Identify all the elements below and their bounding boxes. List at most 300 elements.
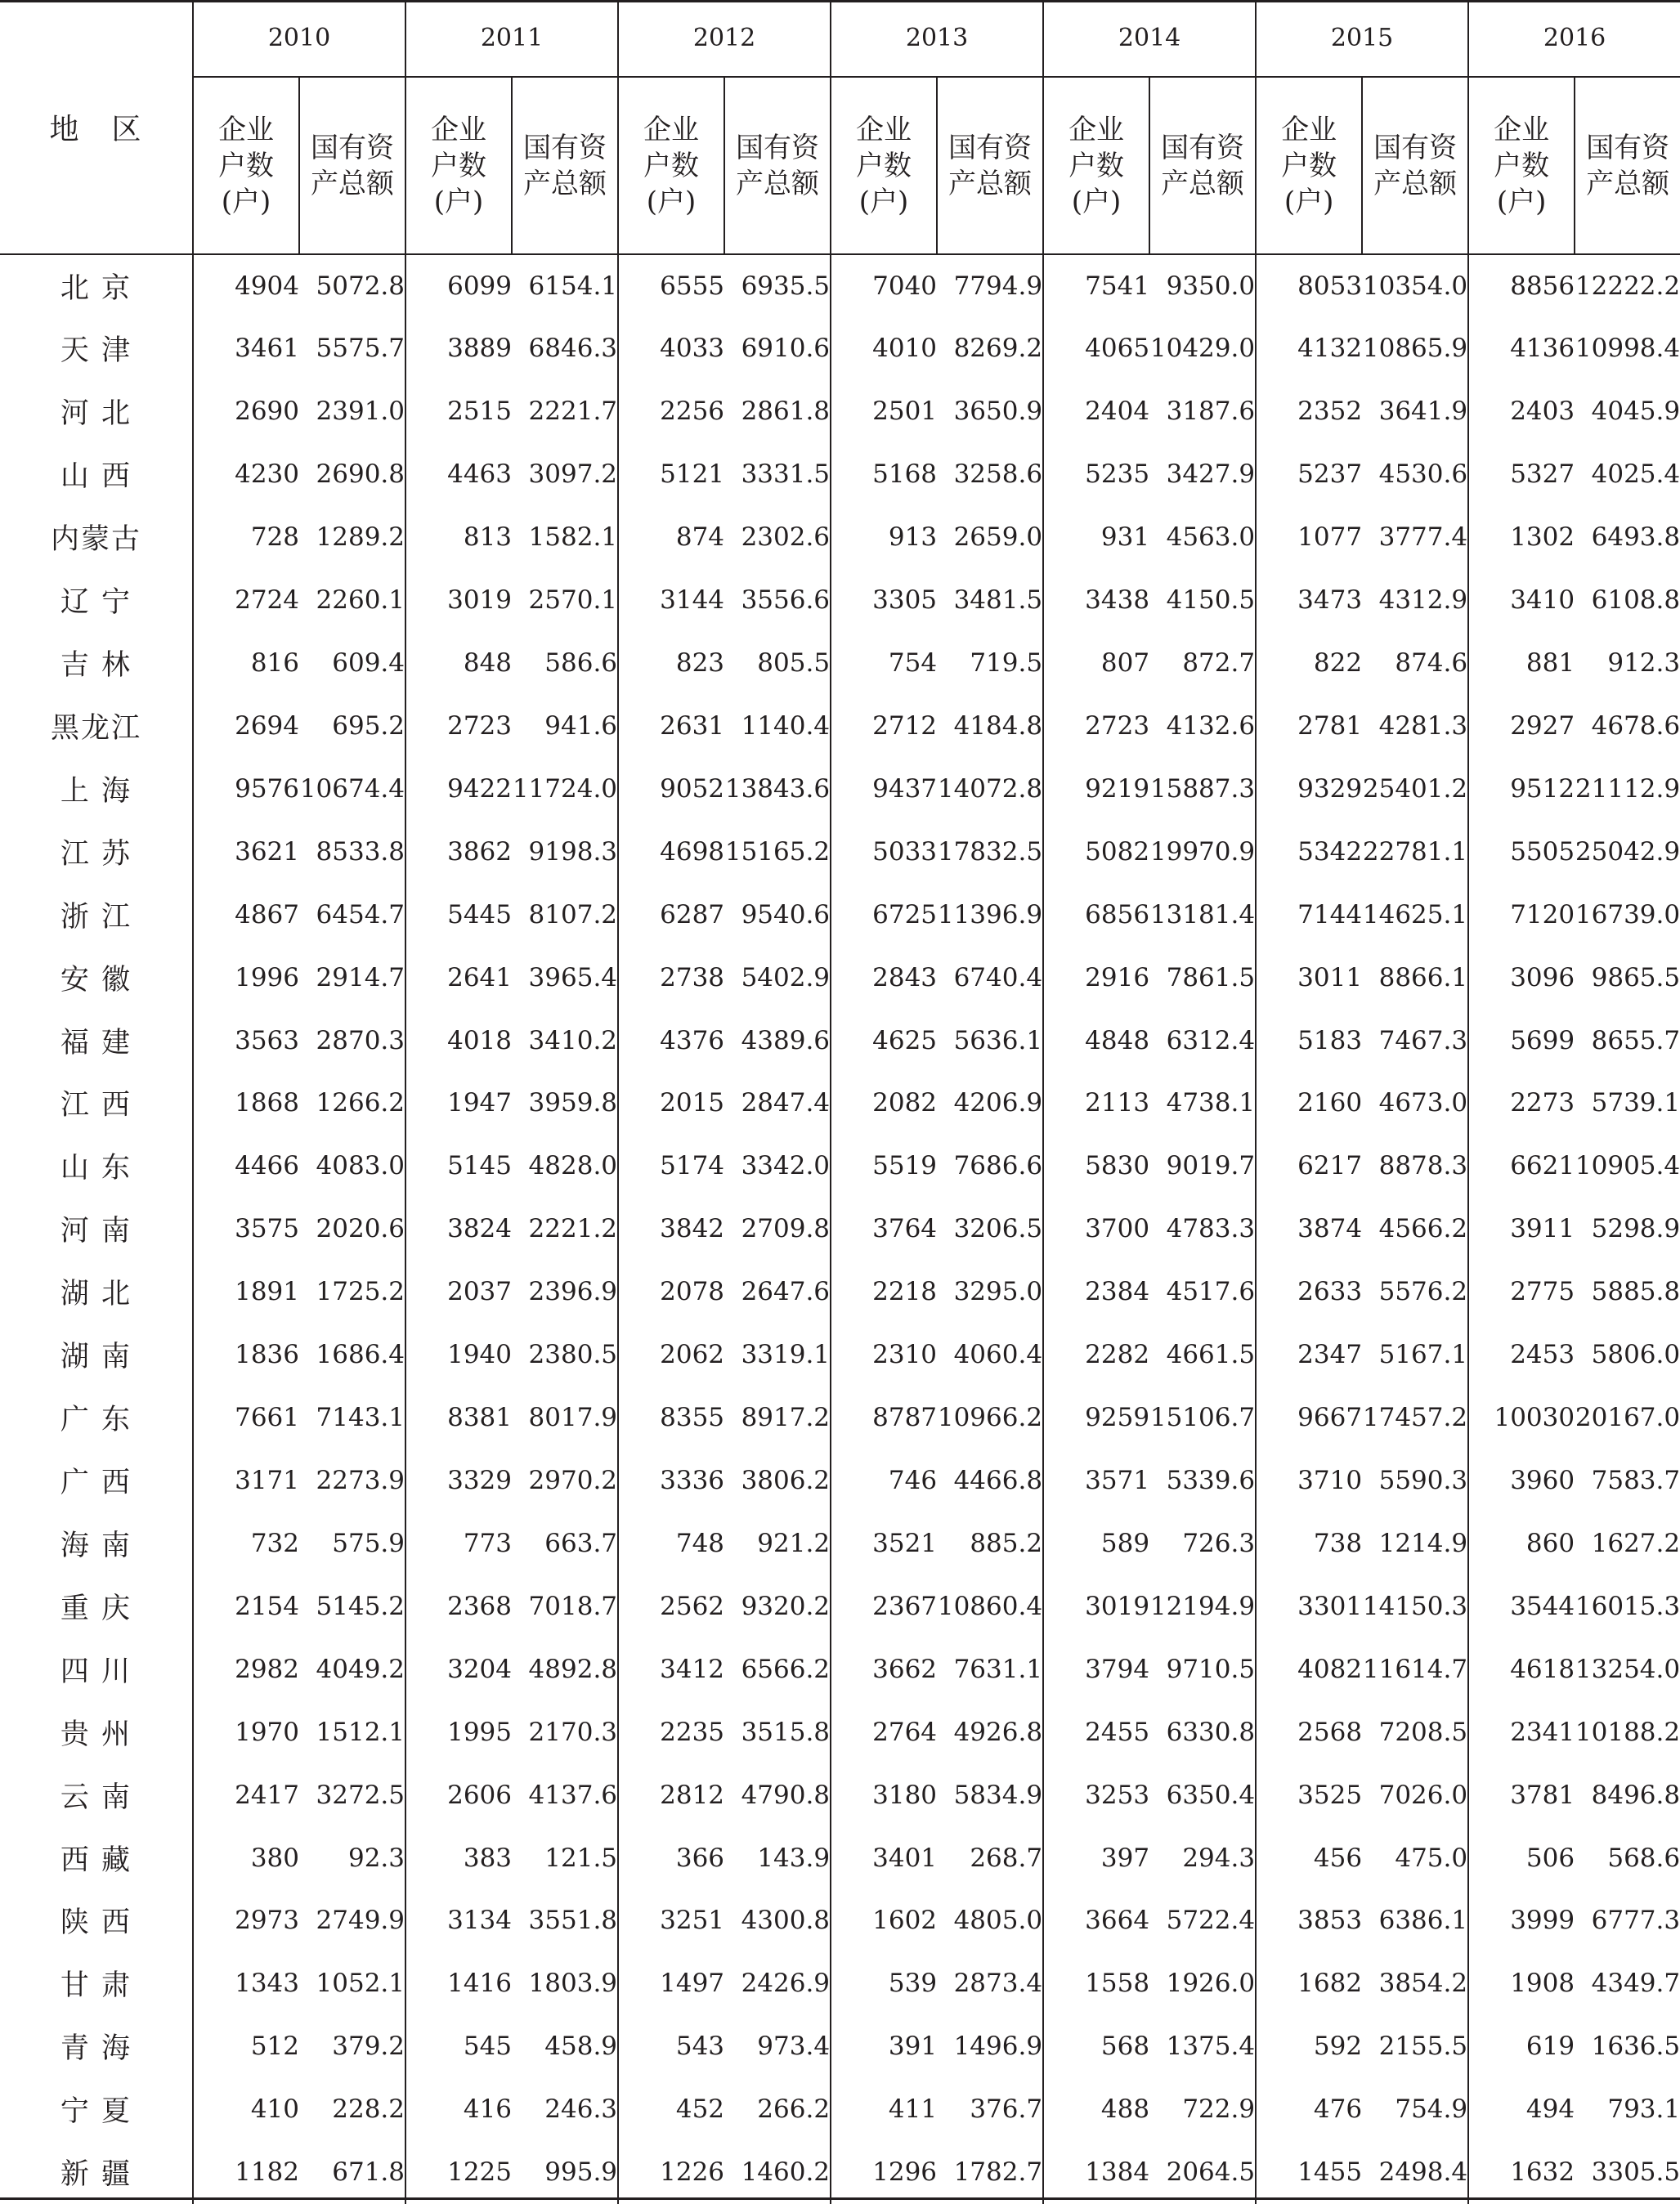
firms-count-cell: 8787 bbox=[831, 1386, 937, 1449]
state-assets-cell: 22781.1 bbox=[1362, 836, 1468, 867]
state-assets-header bbox=[512, 77, 618, 254]
state-assets-cell: 2396.9 bbox=[528, 1277, 618, 1307]
state-assets-cell: 6740.4 bbox=[953, 962, 1043, 992]
table-row bbox=[0, 1763, 1680, 1826]
firms-count-cell: 589 bbox=[1043, 1512, 1149, 1575]
state-assets-cell: 7143.1 bbox=[316, 1403, 405, 1433]
firms-count-cell: 543 bbox=[618, 2015, 724, 2078]
firms-count-cell: 3889 bbox=[405, 317, 512, 380]
firms-count-cell: 3011 bbox=[1256, 946, 1362, 1009]
state-assets-cell: 4137.6 bbox=[528, 1780, 618, 1810]
table-row bbox=[0, 380, 1680, 443]
state-assets-cell: 719.5 bbox=[970, 647, 1043, 678]
state-assets-cell: 15165.2 bbox=[724, 836, 831, 867]
firms-header-line: 户数 bbox=[856, 149, 912, 182]
state-assets-cell: 4349.7 bbox=[1591, 1969, 1680, 1999]
state-assets-cell: 11724.0 bbox=[512, 773, 618, 804]
state-assets-cell: 9540.6 bbox=[741, 899, 831, 930]
firms-count-cell: 2781 bbox=[1256, 694, 1362, 757]
firms-header-line: 企业 bbox=[856, 113, 912, 146]
table-row bbox=[0, 757, 1680, 820]
firms-count-cell: 9052 bbox=[618, 757, 724, 820]
state-assets-cell: 8655.7 bbox=[1591, 1025, 1680, 1055]
firms-count-cell: 3305 bbox=[831, 569, 937, 632]
state-assets-cell: 5072.8 bbox=[316, 271, 405, 301]
firms-count-cell: 5145 bbox=[405, 1135, 512, 1198]
firms-header-line: 户数 bbox=[643, 149, 700, 182]
table-row bbox=[0, 1637, 1680, 1700]
state-assets-cell: 9320.2 bbox=[741, 1591, 831, 1621]
state-assets-cell: 25401.2 bbox=[1362, 773, 1468, 804]
state-assets-cell: 14625.1 bbox=[1362, 899, 1468, 930]
state-assets-cell: 266.2 bbox=[757, 2094, 831, 2125]
state-assets-cell: 6154.1 bbox=[528, 271, 618, 301]
state-assets-cell: 3806.2 bbox=[741, 1465, 831, 1495]
state-assets-cell: 2570.1 bbox=[528, 585, 618, 616]
firms-count-cell: 4033 bbox=[618, 317, 724, 380]
state-assets-cell: 3854.2 bbox=[1378, 1969, 1468, 1999]
table-row bbox=[0, 254, 1680, 317]
firms-count-cell: 4904 bbox=[193, 254, 299, 317]
firms-count-cell: 2775 bbox=[1468, 1261, 1575, 1324]
firms-count-cell: 813 bbox=[405, 506, 512, 569]
region-name: 辽 宁 bbox=[60, 586, 132, 620]
state-assets-cell: 5576.2 bbox=[1378, 1277, 1468, 1307]
firms-header-line: 企业 bbox=[643, 113, 700, 146]
state-assets-cell: 3556.6 bbox=[741, 585, 831, 616]
state-assets-header bbox=[937, 77, 1043, 254]
firms-count-cell: 3874 bbox=[1256, 1198, 1362, 1261]
firms-count-header bbox=[193, 77, 299, 254]
firms-count-cell: 2037 bbox=[405, 1261, 512, 1324]
region-name: 黑龙江 bbox=[50, 711, 141, 745]
state-assets-cell: 6493.8 bbox=[1591, 522, 1680, 553]
firms-count-cell: 3019 bbox=[1043, 1575, 1149, 1637]
assets-header-line: 产总额 bbox=[736, 167, 820, 200]
state-assets-cell: 16739.0 bbox=[1575, 899, 1680, 930]
region-name: 重 庆 bbox=[60, 1592, 132, 1625]
firms-count-cell: 3521 bbox=[831, 1512, 937, 1575]
firms-count-cell: 3438 bbox=[1043, 569, 1149, 632]
state-assets-cell: 2221.2 bbox=[528, 1214, 618, 1244]
state-assets-cell: 8107.2 bbox=[528, 899, 618, 930]
assets-header-line: 国有资 bbox=[1586, 131, 1670, 164]
firms-count-cell: 1558 bbox=[1043, 1952, 1149, 2015]
firms-count-cell: 3204 bbox=[405, 1637, 512, 1700]
firms-count-cell: 2764 bbox=[831, 1700, 937, 1763]
firms-count-cell: 1455 bbox=[1256, 2141, 1362, 2204]
firms-count-cell: 754 bbox=[831, 632, 937, 695]
state-assets-cell: 3410.2 bbox=[528, 1025, 618, 1055]
firms-header-line: (户) bbox=[221, 185, 271, 218]
state-assets-cell: 9350.0 bbox=[1166, 271, 1256, 301]
firms-count-cell: 619 bbox=[1468, 2015, 1575, 2078]
region-name: 海 南 bbox=[60, 1529, 132, 1562]
firms-count-cell: 2403 bbox=[1468, 380, 1575, 443]
firms-count-cell: 410 bbox=[193, 2078, 299, 2141]
firms-count-cell: 1296 bbox=[831, 2141, 937, 2204]
state-assets-header bbox=[1362, 77, 1468, 254]
state-assets-cell: 5339.6 bbox=[1166, 1465, 1256, 1495]
firms-count-cell: 1868 bbox=[193, 1072, 299, 1135]
firms-count-cell: 6621 bbox=[1468, 1135, 1575, 1198]
table-row bbox=[0, 820, 1680, 883]
region-name: 吉 林 bbox=[60, 648, 132, 682]
state-assets-cell: 4206.9 bbox=[953, 1088, 1043, 1118]
state-assets-cell: 7794.9 bbox=[953, 271, 1043, 301]
firms-count-header bbox=[405, 77, 512, 254]
firms-count-cell: 4018 bbox=[405, 1009, 512, 1072]
firms-count-cell: 2515 bbox=[405, 380, 512, 443]
year-header: 2016 bbox=[1468, 0, 1680, 77]
state-assets-cell: 2273.9 bbox=[316, 1465, 405, 1495]
state-assets-cell: 10905.4 bbox=[1575, 1151, 1680, 1181]
firms-count-cell: 3571 bbox=[1043, 1449, 1149, 1512]
firms-count-cell: 6555 bbox=[618, 254, 724, 317]
region-name: 陕 西 bbox=[60, 1906, 132, 1940]
state-assets-cell: 4150.5 bbox=[1166, 585, 1256, 616]
state-assets-cell: 4566.2 bbox=[1378, 1214, 1468, 1244]
firms-count-cell: 9576 bbox=[193, 757, 299, 820]
state-assets-cell: 19970.9 bbox=[1149, 836, 1256, 867]
firms-count-cell: 2455 bbox=[1043, 1700, 1149, 1763]
firms-count-cell: 3253 bbox=[1043, 1763, 1149, 1826]
firms-count-header bbox=[1468, 77, 1575, 254]
state-assets-cell: 4926.8 bbox=[953, 1717, 1043, 1747]
firms-count-cell: 488 bbox=[1043, 2078, 1149, 2141]
firms-count-cell: 8381 bbox=[405, 1386, 512, 1449]
state-assets-cell: 3427.9 bbox=[1166, 459, 1256, 490]
state-assets-cell: 121.5 bbox=[544, 1843, 618, 1873]
state-assets-cell: 2970.2 bbox=[528, 1465, 618, 1495]
state-assets-cell: 4389.6 bbox=[741, 1025, 831, 1055]
state-assets-cell: 10865.9 bbox=[1362, 334, 1468, 364]
firms-count-cell: 2273 bbox=[1468, 1072, 1575, 1135]
region-name: 广 东 bbox=[60, 1404, 132, 1437]
firms-count-cell: 913 bbox=[831, 506, 937, 569]
firms-count-cell: 5342 bbox=[1256, 820, 1362, 883]
state-assets-cell: 14072.8 bbox=[937, 773, 1043, 804]
firms-count-cell: 2606 bbox=[405, 1763, 512, 1826]
region-name: 山 东 bbox=[60, 1152, 132, 1185]
firms-count-cell: 3096 bbox=[1468, 946, 1575, 1009]
state-assets-cell: 3187.6 bbox=[1166, 396, 1256, 427]
firms-count-cell: 2916 bbox=[1043, 946, 1149, 1009]
state-assets-cell: 2020.6 bbox=[316, 1214, 405, 1244]
state-assets-cell: 4530.6 bbox=[1378, 459, 1468, 490]
state-assets-cell: 1140.4 bbox=[741, 710, 831, 741]
firms-count-cell: 3180 bbox=[831, 1763, 937, 1826]
state-assets-header bbox=[1149, 77, 1256, 254]
firms-count-cell: 397 bbox=[1043, 1826, 1149, 1889]
table-row bbox=[0, 694, 1680, 757]
firms-count-cell: 2927 bbox=[1468, 694, 1575, 757]
firms-count-cell: 5082 bbox=[1043, 820, 1149, 883]
state-assets-cell: 15887.3 bbox=[1149, 773, 1256, 804]
state-assets-cell: 7026.0 bbox=[1378, 1780, 1468, 1810]
firms-count-cell: 2641 bbox=[405, 946, 512, 1009]
table-row bbox=[0, 1889, 1680, 1952]
firms-count-cell: 4698 bbox=[618, 820, 724, 883]
firms-count-cell: 2341 bbox=[1468, 1700, 1575, 1763]
firms-count-cell: 4065 bbox=[1043, 317, 1149, 380]
state-assets-cell: 1636.5 bbox=[1591, 2032, 1680, 2062]
state-assets-cell: 4049.2 bbox=[316, 1654, 405, 1684]
state-assets-cell: 1686.4 bbox=[316, 1340, 405, 1370]
firms-count-cell: 5505 bbox=[1468, 820, 1575, 883]
firms-count-cell: 4466 bbox=[193, 1135, 299, 1198]
state-assets-cell: 10998.4 bbox=[1575, 334, 1680, 364]
state-assets-cell: 475.0 bbox=[1395, 1843, 1468, 1873]
table-row bbox=[0, 1009, 1680, 1072]
firms-count-cell: 3853 bbox=[1256, 1889, 1362, 1952]
state-assets-cell: 1627.2 bbox=[1591, 1528, 1680, 1558]
state-assets-cell: 805.5 bbox=[757, 647, 831, 678]
state-assets-cell: 268.7 bbox=[970, 1843, 1043, 1873]
firms-header-line: 企业 bbox=[1281, 113, 1337, 146]
state-assets-cell: 16015.3 bbox=[1575, 1591, 1680, 1621]
year-header: 2012 bbox=[618, 0, 831, 77]
firms-count-cell: 5519 bbox=[831, 1135, 937, 1198]
state-assets-cell: 3515.8 bbox=[741, 1717, 831, 1747]
state-assets-cell: 3097.2 bbox=[528, 459, 618, 490]
firms-count-cell: 5183 bbox=[1256, 1009, 1362, 1072]
firms-count-cell: 8355 bbox=[618, 1386, 724, 1449]
state-assets-cell: 4466.8 bbox=[953, 1465, 1043, 1495]
firms-count-cell: 4230 bbox=[193, 443, 299, 506]
state-assets-cell: 458.9 bbox=[544, 2032, 618, 2062]
state-assets-cell: 586.6 bbox=[544, 647, 618, 678]
state-assets-cell: 3272.5 bbox=[316, 1780, 405, 1810]
firms-count-cell: 5033 bbox=[831, 820, 937, 883]
firms-count-cell: 2256 bbox=[618, 380, 724, 443]
year-header: 2013 bbox=[831, 0, 1043, 77]
state-assets-cell: 20167.0 bbox=[1575, 1403, 1680, 1433]
firms-count-cell: 3794 bbox=[1043, 1637, 1149, 1700]
table-row bbox=[0, 632, 1680, 695]
state-assets-cell: 1460.2 bbox=[741, 2157, 831, 2188]
state-assets-cell: 4517.6 bbox=[1166, 1277, 1256, 1307]
firms-count-cell: 5174 bbox=[618, 1135, 724, 1198]
state-assets-header bbox=[1575, 77, 1680, 254]
firms-count-cell: 6856 bbox=[1043, 883, 1149, 946]
region-name: 贵 州 bbox=[60, 1718, 132, 1751]
state-assets-cell: 7631.1 bbox=[953, 1654, 1043, 1684]
firms-count-header bbox=[1043, 77, 1149, 254]
state-assets-cell: 4678.6 bbox=[1591, 710, 1680, 741]
state-assets-cell: 10674.4 bbox=[299, 773, 405, 804]
state-assets-cell: 5575.7 bbox=[316, 334, 405, 364]
state-assets-cell: 5590.3 bbox=[1378, 1465, 1468, 1495]
state-assets-cell: 6454.7 bbox=[316, 899, 405, 930]
state-assets-cell: 8269.2 bbox=[953, 334, 1043, 364]
firms-count-cell: 456 bbox=[1256, 1826, 1362, 1889]
firms-count-cell: 9422 bbox=[405, 757, 512, 820]
state-assets-cell: 2659.0 bbox=[953, 522, 1043, 553]
firms-count-cell: 7144 bbox=[1256, 883, 1362, 946]
state-assets-cell: 2873.4 bbox=[953, 1969, 1043, 1999]
state-assets-cell: 4828.0 bbox=[528, 1151, 618, 1181]
state-assets-cell: 609.4 bbox=[332, 647, 405, 678]
firms-count-cell: 2078 bbox=[618, 1261, 724, 1324]
state-assets-cell: 6935.5 bbox=[741, 271, 831, 301]
state-assets-cell: 4783.3 bbox=[1166, 1214, 1256, 1244]
table-row bbox=[0, 569, 1680, 632]
assets-header-line: 国有资 bbox=[1373, 131, 1458, 164]
firms-count-cell: 874 bbox=[618, 506, 724, 569]
state-assets-cell: 4805.0 bbox=[953, 1906, 1043, 1936]
firms-count-cell: 1908 bbox=[1468, 1952, 1575, 2015]
table-row bbox=[0, 1386, 1680, 1449]
state-assets-cell: 575.9 bbox=[332, 1528, 405, 1558]
firms-header-line: (户) bbox=[1496, 185, 1547, 218]
firms-count-cell: 2501 bbox=[831, 380, 937, 443]
firms-count-cell: 2562 bbox=[618, 1575, 724, 1637]
state-assets-cell: 1289.2 bbox=[316, 522, 405, 553]
state-assets-cell: 2221.7 bbox=[528, 396, 618, 427]
table-row bbox=[0, 443, 1680, 506]
firms-count-cell: 1836 bbox=[193, 1324, 299, 1386]
table-row bbox=[0, 1135, 1680, 1198]
state-assets-cell: 6108.8 bbox=[1591, 585, 1680, 616]
firms-count-cell: 2973 bbox=[193, 1889, 299, 1952]
firms-count-cell: 2310 bbox=[831, 1324, 937, 1386]
state-assets-cell: 7467.3 bbox=[1378, 1025, 1468, 1055]
firms-count-cell: 3824 bbox=[405, 1198, 512, 1261]
state-assets-cell: 3342.0 bbox=[741, 1151, 831, 1181]
state-assets-cell: 5722.4 bbox=[1166, 1906, 1256, 1936]
state-assets-cell: 5834.9 bbox=[953, 1780, 1043, 1810]
firms-count-cell: 2633 bbox=[1256, 1261, 1362, 1324]
region-name: 河 北 bbox=[60, 397, 132, 431]
state-assets-cell: 10860.4 bbox=[937, 1591, 1043, 1621]
firms-count-cell: 3621 bbox=[193, 820, 299, 883]
state-assets-cell: 3331.5 bbox=[741, 459, 831, 490]
state-assets-cell: 4563.0 bbox=[1166, 522, 1256, 553]
state-assets-cell: 5145.2 bbox=[316, 1591, 405, 1621]
state-assets-cell: 5636.1 bbox=[953, 1025, 1043, 1055]
firms-count-cell: 2694 bbox=[193, 694, 299, 757]
firms-count-cell: 2712 bbox=[831, 694, 937, 757]
firms-count-cell: 2723 bbox=[405, 694, 512, 757]
firms-count-cell: 9259 bbox=[1043, 1386, 1149, 1449]
table-row bbox=[0, 1198, 1680, 1261]
state-assets-cell: 793.1 bbox=[1607, 2094, 1680, 2125]
year-header-row bbox=[0, 0, 1680, 77]
region-name: 云 南 bbox=[60, 1781, 132, 1814]
state-assets-cell: 92.3 bbox=[347, 1843, 405, 1873]
state-assets-cell: 3258.6 bbox=[953, 459, 1043, 490]
state-assets-cell: 143.9 bbox=[757, 1843, 831, 1873]
region-name: 宁 夏 bbox=[60, 2095, 132, 2129]
table-body bbox=[0, 254, 1680, 2204]
firms-count-cell: 1940 bbox=[405, 1324, 512, 1386]
state-assets-cell: 11614.7 bbox=[1362, 1654, 1468, 1684]
state-assets-cell: 5806.0 bbox=[1591, 1340, 1680, 1370]
state-assets-cell: 3965.4 bbox=[528, 962, 618, 992]
firms-count-cell: 3473 bbox=[1256, 569, 1362, 632]
firms-count-header bbox=[831, 77, 937, 254]
region-name: 广 西 bbox=[60, 1466, 132, 1499]
firms-count-cell: 366 bbox=[618, 1826, 724, 1889]
firms-count-cell: 2282 bbox=[1043, 1324, 1149, 1386]
firms-count-cell: 9329 bbox=[1256, 757, 1362, 820]
state-assets-cell: 6312.4 bbox=[1166, 1025, 1256, 1055]
state-assets-cell: 4083.0 bbox=[316, 1151, 405, 1181]
firms-count-cell: 2724 bbox=[193, 569, 299, 632]
firms-count-cell: 3336 bbox=[618, 1449, 724, 1512]
firms-count-cell: 9219 bbox=[1043, 757, 1149, 820]
firms-count-cell: 568 bbox=[1043, 2015, 1149, 2078]
firms-count-cell: 6287 bbox=[618, 883, 724, 946]
state-assets-cell: 3650.9 bbox=[953, 396, 1043, 427]
table-row bbox=[0, 506, 1680, 569]
region-name: 新 疆 bbox=[60, 2158, 132, 2192]
state-assets-cell: 2302.6 bbox=[741, 522, 831, 553]
firms-count-cell: 931 bbox=[1043, 506, 1149, 569]
state-assets-cell: 2861.8 bbox=[741, 396, 831, 427]
firms-count-cell: 7040 bbox=[831, 254, 937, 317]
firms-count-cell: 2015 bbox=[618, 1072, 724, 1135]
year-header: 2010 bbox=[193, 0, 405, 77]
firms-count-cell: 512 bbox=[193, 2015, 299, 2078]
firms-count-cell: 2113 bbox=[1043, 1072, 1149, 1135]
state-assets-cell: 8878.3 bbox=[1378, 1151, 1468, 1181]
state-assets-cell: 379.2 bbox=[332, 2032, 405, 2062]
table-row bbox=[0, 1261, 1680, 1324]
state-assets-cell: 3777.4 bbox=[1378, 522, 1468, 553]
state-assets-cell: 1725.2 bbox=[316, 1277, 405, 1307]
state-assets-cell: 3481.5 bbox=[953, 585, 1043, 616]
firms-count-cell: 7120 bbox=[1468, 883, 1575, 946]
region-name: 福 建 bbox=[60, 1026, 132, 1059]
firms-count-cell: 452 bbox=[618, 2078, 724, 2141]
state-assets-cell: 3319.1 bbox=[741, 1340, 831, 1370]
state-assets-cell: 4738.1 bbox=[1166, 1088, 1256, 1118]
state-assets-cell: 2380.5 bbox=[528, 1340, 618, 1370]
firms-count-cell: 476 bbox=[1256, 2078, 1362, 2141]
firms-header-line: (户) bbox=[858, 185, 909, 218]
state-assets-cell: 2749.9 bbox=[316, 1906, 405, 1936]
firms-count-cell: 8856 bbox=[1468, 254, 1575, 317]
firms-count-cell: 4132 bbox=[1256, 317, 1362, 380]
region-name: 江 西 bbox=[60, 1089, 132, 1122]
firms-count-cell: 3999 bbox=[1468, 1889, 1575, 1952]
table-row bbox=[0, 1826, 1680, 1889]
state-assets-cell: 2391.0 bbox=[316, 396, 405, 427]
firms-count-cell: 2082 bbox=[831, 1072, 937, 1135]
firms-count-cell: 2568 bbox=[1256, 1700, 1362, 1763]
assets-header-line: 国有资 bbox=[736, 131, 820, 164]
state-assets-cell: 4790.8 bbox=[741, 1780, 831, 1810]
state-assets-cell: 6566.2 bbox=[741, 1654, 831, 1684]
firms-count-cell: 1602 bbox=[831, 1889, 937, 1952]
firms-count-cell: 7661 bbox=[193, 1386, 299, 1449]
firms-count-cell: 4848 bbox=[1043, 1009, 1149, 1072]
state-assets-cell: 3551.8 bbox=[528, 1906, 618, 1936]
firms-count-cell: 860 bbox=[1468, 1512, 1575, 1575]
firms-header-line: 户数 bbox=[218, 149, 274, 182]
firms-count-cell: 2352 bbox=[1256, 380, 1362, 443]
state-assets-cell: 2155.5 bbox=[1378, 2032, 1468, 2062]
firms-header-line: 户数 bbox=[1494, 149, 1550, 182]
region-name: 上 海 bbox=[60, 774, 132, 808]
state-assets-cell: 246.3 bbox=[544, 2094, 618, 2125]
firms-count-cell: 539 bbox=[831, 1952, 937, 2015]
state-assets-cell: 5167.1 bbox=[1378, 1340, 1468, 1370]
firms-count-cell: 2404 bbox=[1043, 380, 1149, 443]
state-assets-cell: 1512.1 bbox=[316, 1717, 405, 1747]
